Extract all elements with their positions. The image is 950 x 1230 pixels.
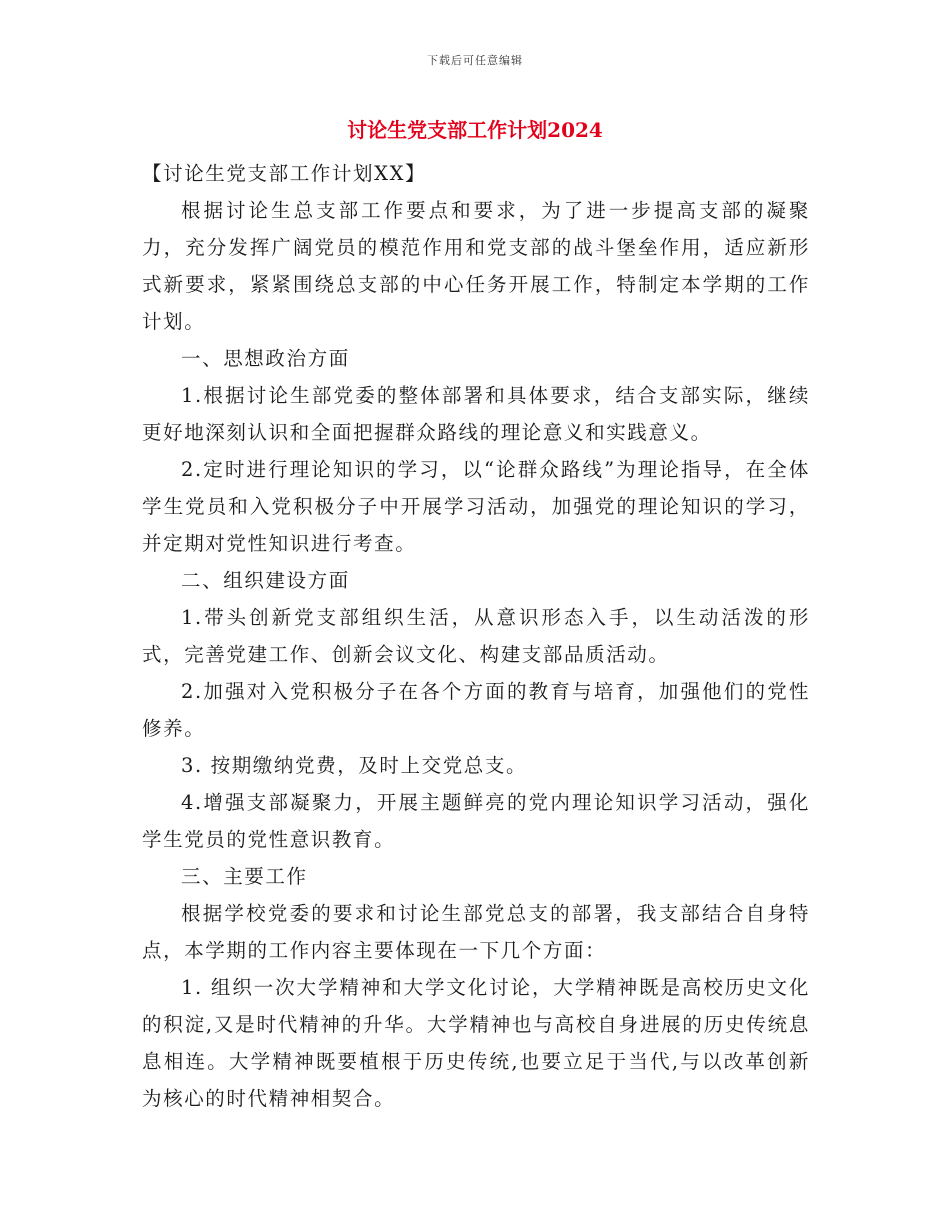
intro-paragraph: 根据讨论生总支部工作要点和要求，为了进一步提高支部的凝聚力，充分发挥广阔党员的模范作用和党支部的战斗堡垒作用，适应新形式新要求，紧紧围绕总支部的中心任务开展工作，特制定本学期的工作计划。 — [142, 199, 810, 333]
section-heading-main-work: 三、主要工作 — [181, 865, 308, 888]
paragraph: 4.增强支部凝聚力，开展主题鲜亮的党内理论知识学习活动，强化学生党员的党性意识教育。 — [142, 791, 810, 851]
document-subtitle: 【讨论生党支部工作计划XX】 — [142, 162, 427, 185]
document-body — [142, 155, 810, 1117]
paragraph: 1. 组织一次大学精神和大学文化讨论，大学精神既是高校历史文化的积淀,又是时代精神的升华。大学精神也与高校自身进展的历史传统息息相连。大学精神既要植根于历史传统,也要立足于当代,与以改革创新为核心的时代精神相契合。 — [142, 976, 810, 1110]
page-header-note: 下载后可任意编辑 — [427, 54, 523, 67]
section-heading-organization: 二、组织建设方面 — [181, 569, 350, 592]
document-title: 讨论生党支部工作计划2024 — [347, 118, 603, 142]
paragraph: 2.加强对入党积极分子在各个方面的教育与培育，加强他们的党性修养。 — [142, 680, 810, 740]
paragraph: 1.根据讨论生部党委的整体部署和具体要求，结合支部实际，继续更好地深刻认识和全面把握群众路线的理论意义和实践意义。 — [142, 384, 810, 444]
paragraph: 1.带头创新党支部组织生活，从意识形态入手，以生动活泼的形式，完善党建工作、创新会议文化、构建支部品质活动。 — [142, 606, 810, 666]
paragraph: 3. 按期缴纳党费，及时上交党总支。 — [181, 754, 528, 777]
paragraph: 根据学校党委的要求和讨论生部党总支的部署，我支部结合自身特点，本学期的工作内容主要体现在一下几个方面： — [142, 902, 810, 962]
paragraph: 2.定时进行理论知识的学习，以“论群众路线”为理论指导，在全体学生党员和入党积极分子中开展学习活动，加强党的理论知识的学习，并定期对党性知识进行考查。 — [142, 458, 810, 555]
section-heading-ideology: 一、思想政治方面 — [181, 347, 350, 370]
